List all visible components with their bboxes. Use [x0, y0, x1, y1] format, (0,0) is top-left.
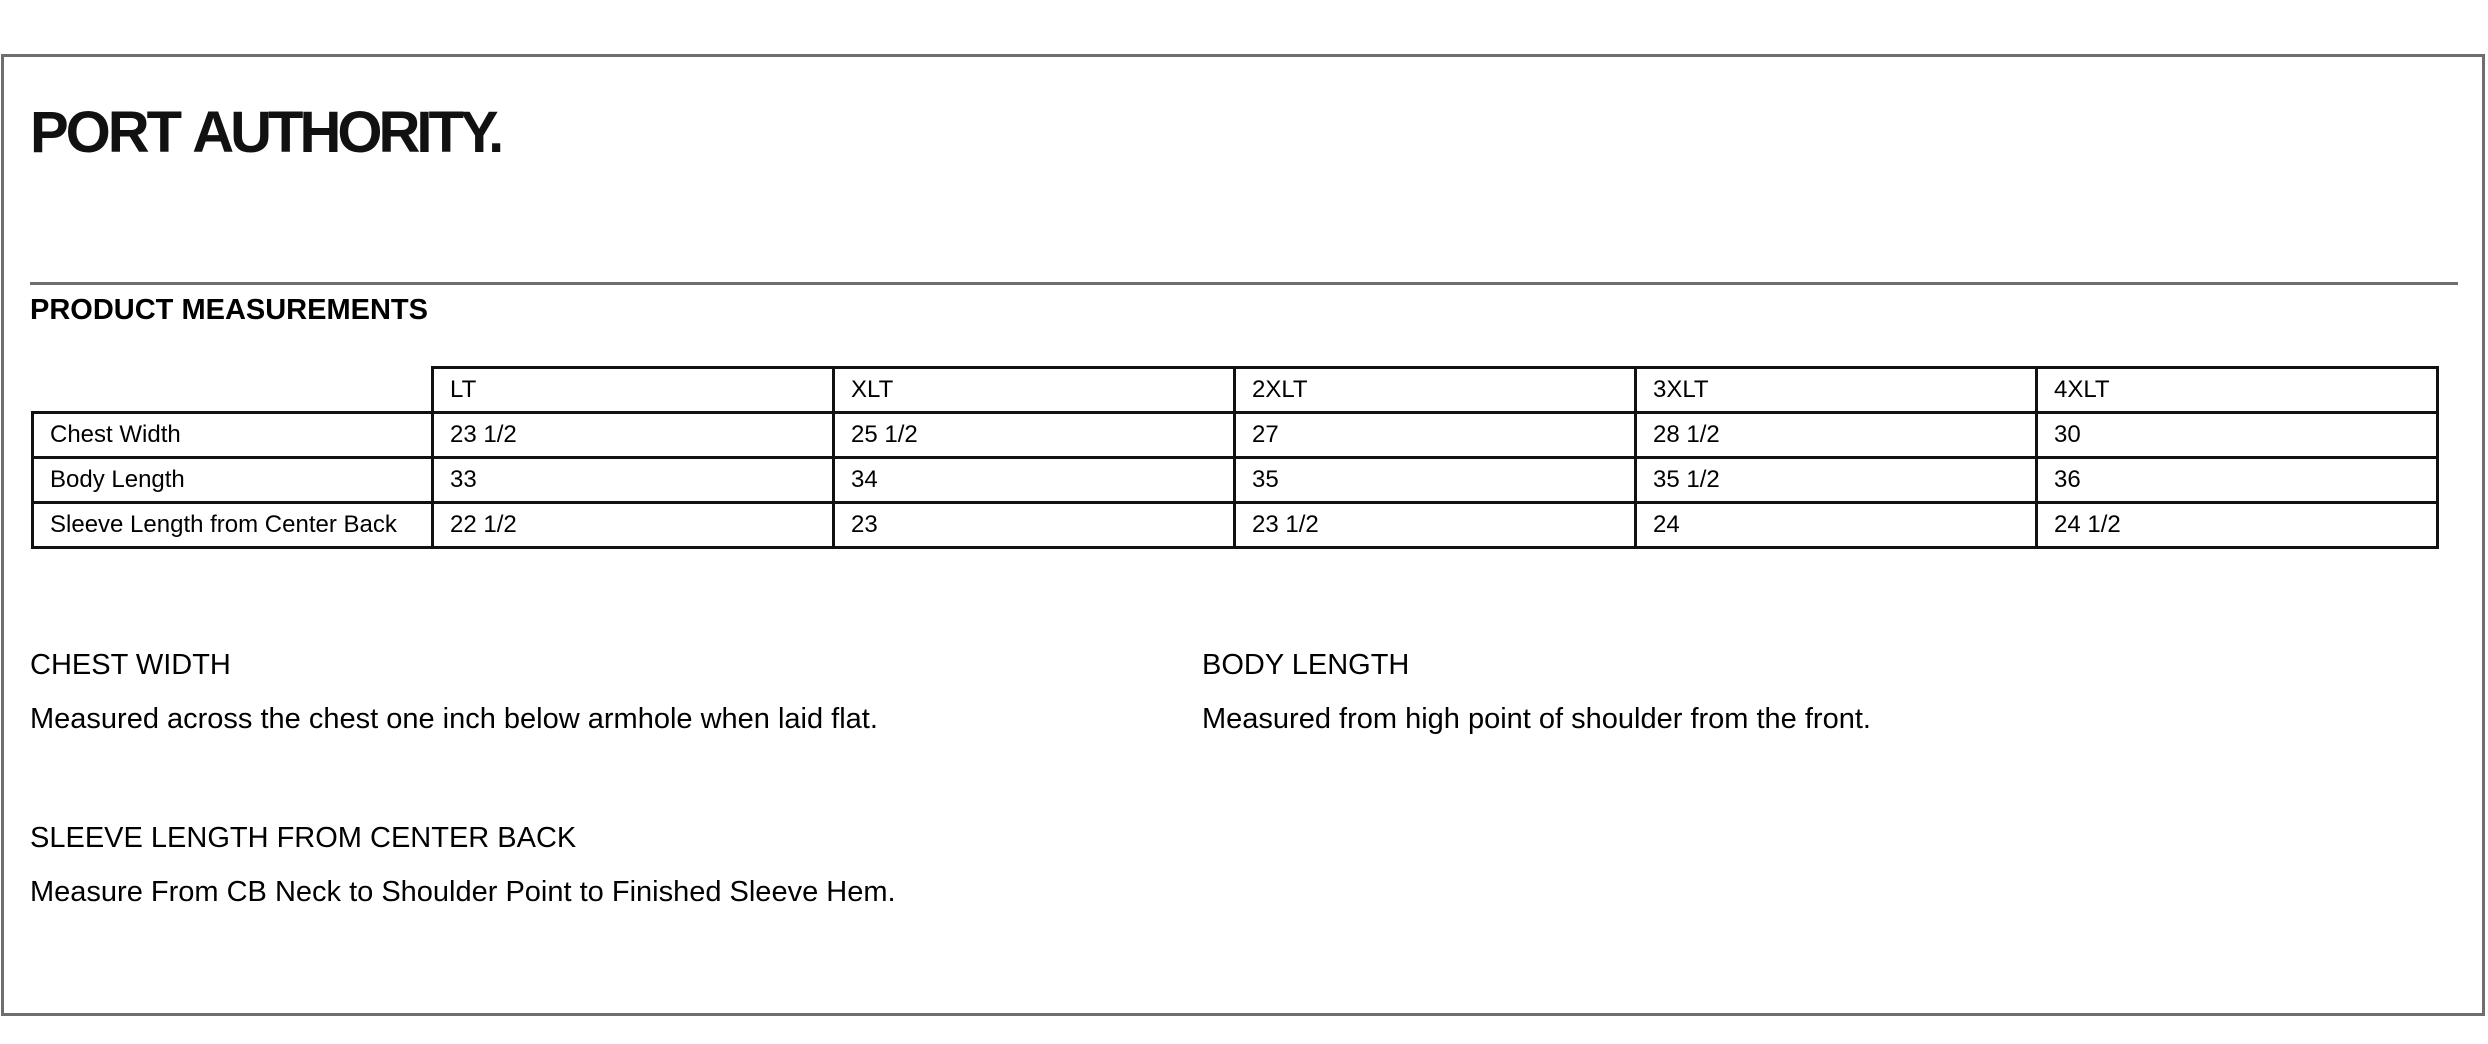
- description-text: Measured from high point of shoulder from the front.: [1202, 703, 1871, 735]
- table-cell: 30: [2037, 413, 2438, 458]
- brand-logo: [30, 100, 501, 165]
- description-heading: CHEST WIDTH: [30, 649, 231, 681]
- table-corner-cell: [33, 368, 433, 413]
- description-heading: SLEEVE LENGTH FROM CENTER BACK: [30, 822, 577, 854]
- row-label: Sleeve Length from Center Back: [33, 503, 433, 548]
- table-cell: 35: [1235, 458, 1636, 503]
- row-label: Chest Width: [33, 413, 433, 458]
- measurements-table: [31, 366, 2439, 549]
- table-cell: 27: [1235, 413, 1636, 458]
- description-text: Measured across the chest one inch below armhole when laid flat.: [30, 703, 878, 735]
- table-cell: 24: [1636, 503, 2037, 548]
- table-row: [33, 503, 2438, 548]
- size-header: XLT: [834, 368, 1235, 413]
- size-header: 4XLT: [2037, 368, 2438, 413]
- table-cell: 35 1/2: [1636, 458, 2037, 503]
- table-row: [33, 413, 2438, 458]
- table-cell: 33: [433, 458, 834, 503]
- table-header-row: [33, 368, 2438, 413]
- section-divider: [30, 282, 2458, 285]
- logo-word-authority: AUTHORITY.: [192, 100, 501, 165]
- table-cell: 23 1/2: [1235, 503, 1636, 548]
- table-cell: 25 1/2: [834, 413, 1235, 458]
- table-cell: 23: [834, 503, 1235, 548]
- size-header: 3XLT: [1636, 368, 2037, 413]
- body-length-description: [1202, 647, 1871, 737]
- table-cell: 22 1/2: [433, 503, 834, 548]
- table-row: [33, 458, 2438, 503]
- section-title: PRODUCT MEASUREMENTS: [30, 294, 428, 326]
- table-cell: 28 1/2: [1636, 413, 2037, 458]
- sleeve-length-description: [30, 820, 896, 910]
- row-label: Body Length: [33, 458, 433, 503]
- table-cell: 36: [2037, 458, 2438, 503]
- table-cell: 34: [834, 458, 1235, 503]
- size-header: 2XLT: [1235, 368, 1636, 413]
- table-cell: 23 1/2: [433, 413, 834, 458]
- size-header: LT: [433, 368, 834, 413]
- description-heading: BODY LENGTH: [1202, 649, 1410, 681]
- logo-word-port: PORT: [30, 100, 180, 165]
- table-cell: 24 1/2: [2037, 503, 2438, 548]
- description-text: Measure From CB Neck to Shoulder Point to Finished Sleeve Hem.: [30, 876, 896, 908]
- chest-width-description: [30, 647, 878, 737]
